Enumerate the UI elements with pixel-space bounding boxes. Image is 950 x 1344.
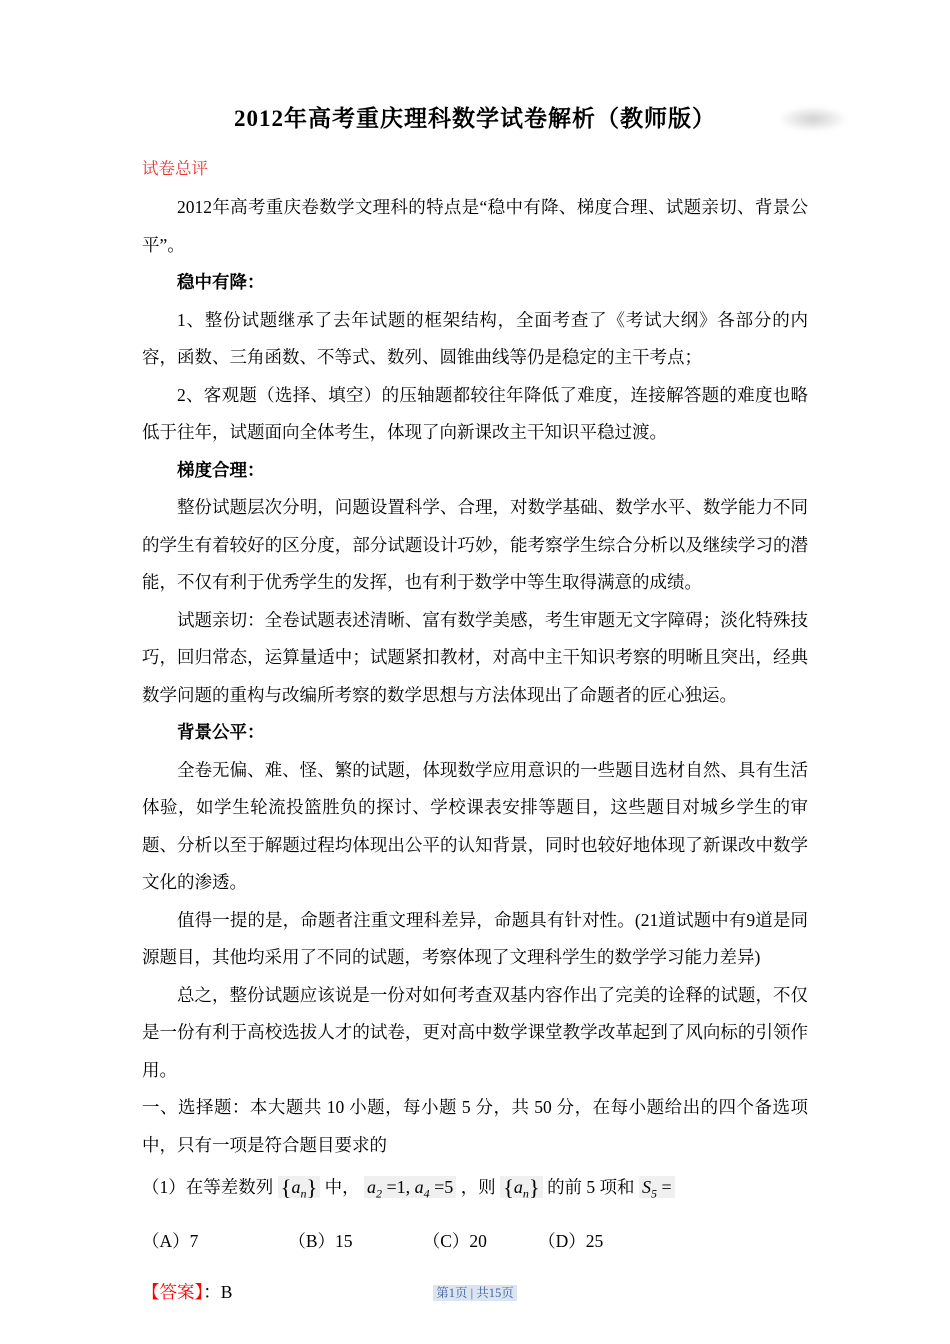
page-number: 第1页 | 共15页: [433, 1285, 517, 1301]
question-1-options: [142, 1221, 808, 1261]
paragraph-2: 2、客观题（选择、填空）的压轴题都较往年降低了难度，连接解答题的难度也略低于往年，试题面向全体考生，体现了向新课改主干知识平稳过渡。: [142, 384, 808, 442]
equation-s5: $S_5$ =: [639, 1176, 675, 1198]
question-1: [142, 1166, 808, 1215]
subheading-steady-decline: 稳中有降：: [177, 272, 265, 292]
paragraph-3: 整份试题层次分明，问题设置科学、合理，对数学基础、数学水平、数学能力不同的学生有着较好的区分度，部分试题设计巧妙，能考察学生综合分析以及继续学习的潜能，不仅有利于优秀学生的发挥，也有利于数学中等生取得满意的成绩。: [142, 497, 808, 592]
option-b: （B）15: [288, 1230, 353, 1251]
subheading-reasonable-gradient: 梯度合理：: [177, 459, 265, 480]
answer-label: 【答案】: [142, 1281, 204, 1302]
overview-label: 试卷总评: [142, 159, 208, 178]
answer-value: ：B: [203, 1281, 233, 1302]
option-a: （A）7: [142, 1230, 199, 1251]
paragraph-7: 总之，整份试题应该说是一份对如何考查双基内容作出了完美的诠释的试题，不仅是一份有利于高校选拔人才的试卷，更对高中数学课堂教学改革起到了风向标的引领作用。: [142, 984, 808, 1080]
paragraph-4: 试题亲切：全卷试题表述清晰、富有数学美感，考生审题无文字障碍；淡化特殊技巧，回归常态，运算量适中；试题紧扣教材，对高中主干知识考察的明晰且突出，经典数学问题的重构与改编所考察的数学思想与方法体现出了命题者的匠心独运。: [142, 609, 808, 705]
subheading-fair-background: 背景公平：: [177, 722, 265, 742]
paragraph-5: 全卷无偏、难、怪、繁的试题，体现数学应用意识的一些题目选材自然、具有生活体验，如学生轮流投篮胜负的探讨、学校课表安排等题目，这些题目对城乡学生的审题、分析以至于解题过程均体现出公平的认知背景，同时也较好地体现了新课改中数学文化的渗透。: [142, 759, 808, 892]
page-title: [142, 100, 808, 133]
paragraph-1: 1、整份试题继承了去年试题的框架结构，全面考查了《考试大纲》各部分的内容，函数、三角函数、不等式、数列、圆锥曲线等仍是稳定的主干考点；: [142, 309, 808, 367]
question-1-text: ，则: [460, 1177, 496, 1197]
question-1-text: 中，: [324, 1177, 360, 1197]
equation-sequence-an-2: $\{a_n\}$: [500, 1176, 543, 1198]
question-1-text: 的前 5 项和: [547, 1177, 635, 1197]
equation-sequence-an-1: $\{a_n\}$: [278, 1176, 321, 1198]
paragraph-intro: 2012年高考重庆卷数学文理科的特点是“稳中有降、梯度合理、试题亲切、背景公平”。: [142, 197, 808, 255]
equation-a2-a4: $a_2 =1$, $a_4 =5$: [364, 1176, 456, 1198]
section-heading-choice-questions: 一、选择题：本大题共 10 小题，每小题 5 分，共 50 分，在每小题给出的四个备选项中，只有一项是符合题目要求的: [142, 1097, 808, 1155]
paragraph-6: 值得一提的是，命题者注重文理科差异，命题具有针对性。(21道试题中有9道是同源题目，其他均采用了不同的试题，考察体现了文理科学生的数学学习能力差异): [142, 909, 808, 967]
option-c: （C）20: [422, 1230, 487, 1251]
page-title-text: 2012年高考重庆理科数学试卷解析（教师版）: [234, 106, 716, 131]
question-1-text: （1）在等差数列: [142, 1177, 274, 1197]
ink-smudge-artifact: [778, 106, 848, 132]
page-footer: [0, 1283, 950, 1302]
option-d: （D）25: [538, 1230, 604, 1251]
